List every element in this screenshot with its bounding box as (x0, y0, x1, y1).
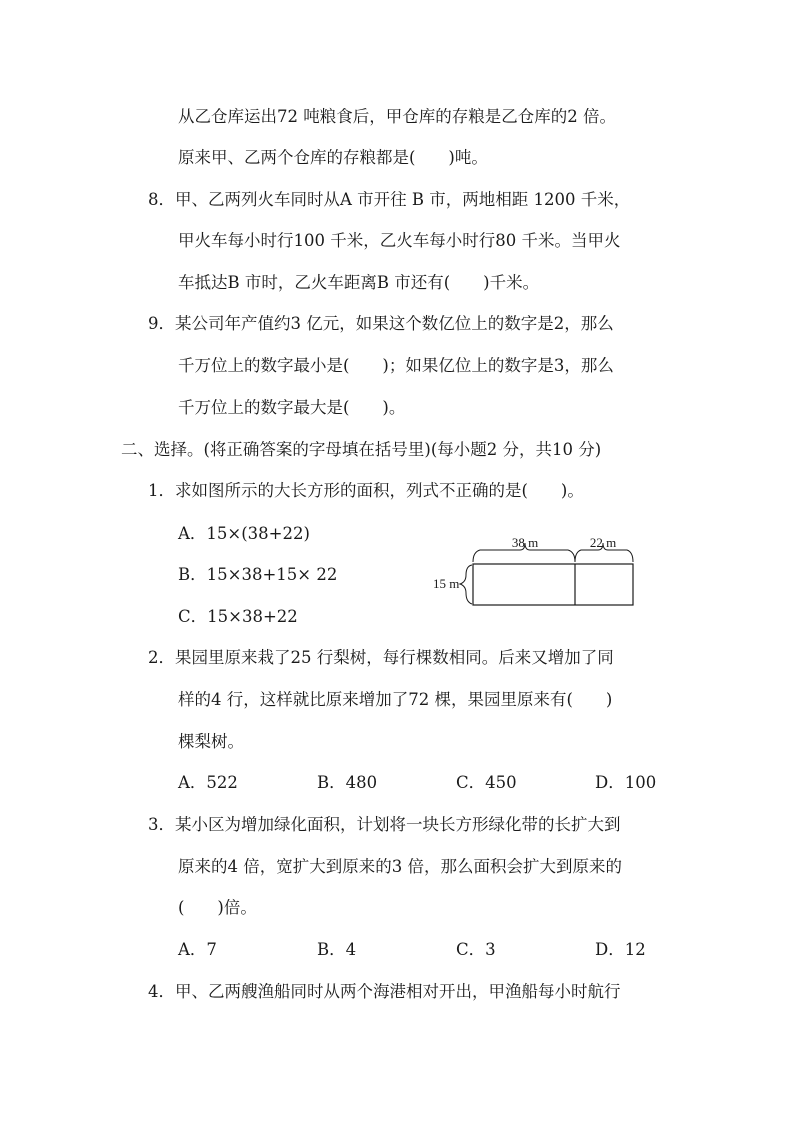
rectangle-figure (428, 530, 642, 612)
s3-option-b: B．4 (317, 940, 357, 959)
s2-option-d: D．100 (595, 773, 657, 792)
q8-line-1: 8．甲、乙两列火车同时从A 市开往 B 市，两地相距 1200 千米， (148, 190, 631, 209)
s2-option-a: A．522 (178, 773, 238, 792)
s3-line-1: 3．某小区为增加绿化面积，计划将一块长方形绿化带的长扩大到 (148, 815, 621, 834)
s1-stem: 1．求如图所示的大长方形的面积，列式不正确的是( )。 (148, 481, 584, 500)
s4-line-1: 4．甲、乙两艘渔船同时从两个海港相对开出，甲渔船每小时航行 (148, 982, 621, 1001)
label-15m: 15 m (433, 576, 460, 591)
q7-continued-line-2: 原来甲、乙两个仓库的存粮都是( )吨。 (178, 148, 488, 167)
s3-option-c: C．3 (456, 940, 496, 959)
q8-line-3: 车抵达B 市时，乙火车距离B 市还有( )千米。 (178, 273, 540, 292)
q9-line-1: 9．某公司年产值约3 亿元，如果这个数亿位上的数字是2，那么 (148, 314, 614, 333)
s1-option-b: B．15×38+15× 22 (178, 565, 338, 584)
s3-option-a: A．7 (178, 940, 217, 959)
s2-line-2: 样的4 行，这样就比原来增加了72 棵，果园里原来有( ) (178, 690, 613, 709)
s2-line-1: 2．果园里原来栽了25 行梨树，每行棵数相同。后来又增加了同 (148, 648, 614, 667)
q9-line-2: 千万位上的数字最小是( )；如果亿位上的数字是3，那么 (178, 356, 614, 375)
s3-line-2: 原来的4 倍，宽扩大到原来的3 倍，那么面积会扩大到原来的 (178, 857, 622, 876)
big-rectangle (473, 564, 633, 605)
s2-option-c: C．450 (456, 773, 517, 792)
label-22m: 22 m (589, 535, 617, 550)
s2-option-b: B．480 (317, 773, 378, 792)
section-2-heading: 二、选择。(将正确答案的字母填在括号里)(每小题2 分，共10 分) (121, 440, 602, 459)
s3-option-d: D．12 (595, 940, 646, 959)
s1-option-a: A．15×(38+22) (178, 524, 310, 543)
s3-line-3: ( )倍。 (178, 898, 257, 917)
q7-continued-line-1: 从乙仓库运出72 吨粮食后，甲仓库的存粮是乙仓库的2 倍。 (178, 107, 616, 126)
label-38m: 38 m (511, 535, 539, 550)
q8-line-2: 甲火车每小时行100 千米，乙火车每小时行80 千米。当甲火 (178, 231, 621, 250)
s1-option-c: C．15×38+22 (178, 607, 298, 626)
q9-line-3: 千万位上的数字最大是( )。 (178, 398, 406, 417)
s2-line-3: 棵梨树。 (178, 732, 244, 751)
